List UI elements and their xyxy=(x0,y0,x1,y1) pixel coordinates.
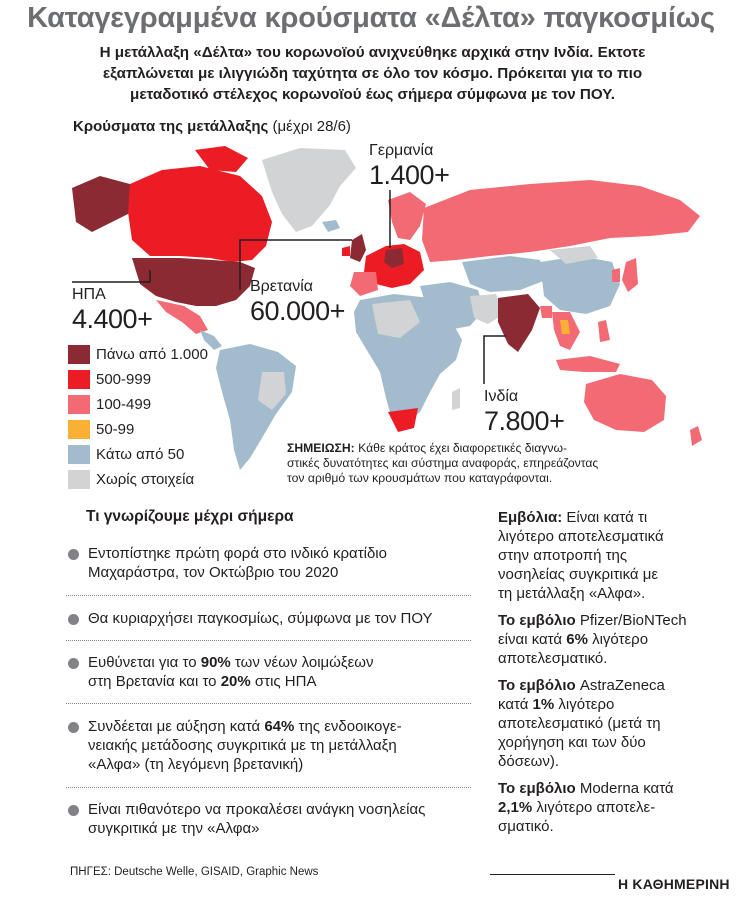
divider xyxy=(66,703,471,704)
list-item: Θα κυριαρχήσει παγκοσμίως, σύμφωνα με τον ΠΟΥ xyxy=(66,609,471,628)
china xyxy=(540,256,620,314)
divider xyxy=(66,640,471,641)
intro-text: Η μετάλλαξη «Δέλτα» του κορωνοϊού ανιχνεύθηκε αρχικά στην Ινδία. Εκτοτε εξαπλώνεται με ιλιγγιώδη ταχύτητα σε όλο τον κόσμο. Πρόκειται για το πιο μεταδοτικό στέλεχος κορωνοϊού έως σήμερα σύμφωνα με τον ΠΟΥ. xyxy=(99,44,646,103)
bullet-icon xyxy=(68,722,79,733)
legend-swatch xyxy=(68,420,90,439)
india-leader xyxy=(484,336,506,384)
page-title: Καταγεγραμμένα κρούσματα «Δέλτα» παγκοσμίως xyxy=(27,2,715,34)
philippines xyxy=(598,320,610,342)
bangladesh xyxy=(540,306,552,318)
ireland xyxy=(342,246,350,256)
bullet-icon xyxy=(68,614,79,625)
central-asia xyxy=(462,256,546,292)
divider xyxy=(66,595,471,596)
vaccine-paragraph: Το εμβόλιο AstraZeneca κατά 1% λιγότερο αποτελεσματικό (μετά τη χορήγηση και των δύο δόσεων). xyxy=(498,677,665,770)
south-america xyxy=(216,344,296,470)
korea xyxy=(612,268,620,282)
iceland xyxy=(322,220,340,232)
legend-row xyxy=(68,367,208,392)
australia xyxy=(584,374,666,432)
greenland xyxy=(262,148,356,232)
usa-value: 4.400+ xyxy=(72,304,153,334)
list-item: Ευθύνεται για το 90% των νέων λοιμώξεων στη Βρετανία και το 20% στις ΗΠΑ xyxy=(66,653,471,691)
bullet-icon xyxy=(68,805,79,816)
legend-swatch xyxy=(68,370,90,389)
publisher-logo: Η ΚΑΘΗΜΕΡΙΝΗ xyxy=(618,876,730,892)
legend-row xyxy=(68,342,208,367)
legend-swatch xyxy=(68,345,90,364)
legend-row xyxy=(68,442,208,467)
legend-row xyxy=(68,417,208,442)
uk-label: Βρετανία xyxy=(250,278,314,295)
germany-label: Γερμανία xyxy=(369,142,434,159)
legend-row xyxy=(68,392,208,417)
uk xyxy=(350,234,366,262)
new-zealand xyxy=(690,426,702,446)
south-africa xyxy=(388,408,418,432)
uk-value: 60.000+ xyxy=(250,296,345,326)
sources: ΠΗΓΕΣ: Deutsche Welle, GISAID, Graphic News xyxy=(70,866,319,878)
legend-label: 100-499 xyxy=(96,396,152,413)
divider xyxy=(66,787,471,788)
bullet-icon xyxy=(68,549,79,560)
legend-row xyxy=(68,467,208,492)
madagascar xyxy=(452,388,460,410)
alaska xyxy=(72,176,132,232)
divider xyxy=(490,874,615,875)
usa-label: ΗΠΑ xyxy=(72,286,106,303)
legend-swatch xyxy=(68,445,90,464)
vaccine-paragraph: Το εμβόλιο Pfizer/BioNTech είναι κατά 6% λιγότερο αποτελεσματικό. xyxy=(498,612,687,667)
canada xyxy=(128,166,272,262)
indonesia xyxy=(556,356,620,372)
vaccine-paragraph: Εμβόλια: Είναι κατά τι λιγότερο αποτελεσματικά στην αποτροπή της νοσηλείας συγκριτικά με τη μετάλλαξη «Αλφα». xyxy=(498,509,664,602)
vaccine-paragraph: Το εμβόλιο Moderna κατά 2,1% λιγότερο αποτελε- σματικό. xyxy=(498,780,674,835)
list-item: Εντοπίστηκε πρώτη φορά στο ινδικό κρατίδιο Μαχαράστρα, τον Οκτώβριο του 2020 xyxy=(66,544,471,582)
vaccines-panel xyxy=(498,508,718,844)
note-label: ΣΗΜΕΙΩΣΗ: xyxy=(287,441,355,455)
facts-heading: Τι γνωρίζουμε μέχρι σήμερα xyxy=(86,508,294,525)
legend-label: 500-999 xyxy=(96,371,152,388)
iberia xyxy=(350,272,378,296)
legend-label: Χωρίς στοιχεία xyxy=(96,471,195,488)
map-note: ΣΗΜΕΙΩΣΗ: Κάθε κράτος έχει διαφορετικές διαγνω- στικές δυνατότητες και σύστημα αναφοράς, επηρεάζοντας τον αριθμό των κρουσμάτων που καταγράφονται. xyxy=(287,441,599,485)
legend-swatch xyxy=(68,470,90,489)
legend-label: Κάτω από 50 xyxy=(96,446,185,463)
india-value: 7.800+ xyxy=(484,406,565,436)
japan xyxy=(622,258,638,292)
list-item: Είναι πιθανότερο να προκαλέσει ανάγκη νοσηλείας συγκριτικά με την «Αλφα» xyxy=(66,800,471,838)
legend-label: 50-99 xyxy=(96,421,135,438)
bullet-icon xyxy=(68,658,79,669)
map-legend xyxy=(68,342,208,492)
india-label: Ινδία xyxy=(484,388,519,405)
germany-value: 1.400+ xyxy=(369,160,450,190)
legend-swatch xyxy=(68,395,90,414)
india xyxy=(498,294,540,352)
legend-label: Πάνω από 1.000 xyxy=(96,346,208,363)
scandinavia xyxy=(388,192,426,240)
map-heading: Κρούσματα της μετάλλαξης (μέχρι 28/6) xyxy=(73,118,351,135)
list-item: Συνδέεται με αύξηση κατά 64% της ενδοοικογε- νειακής μετάδοσης συγκριτικά με τη μετάλλαξη «Αλφα» (τη λεγόμενη βρετανική) xyxy=(66,717,471,774)
